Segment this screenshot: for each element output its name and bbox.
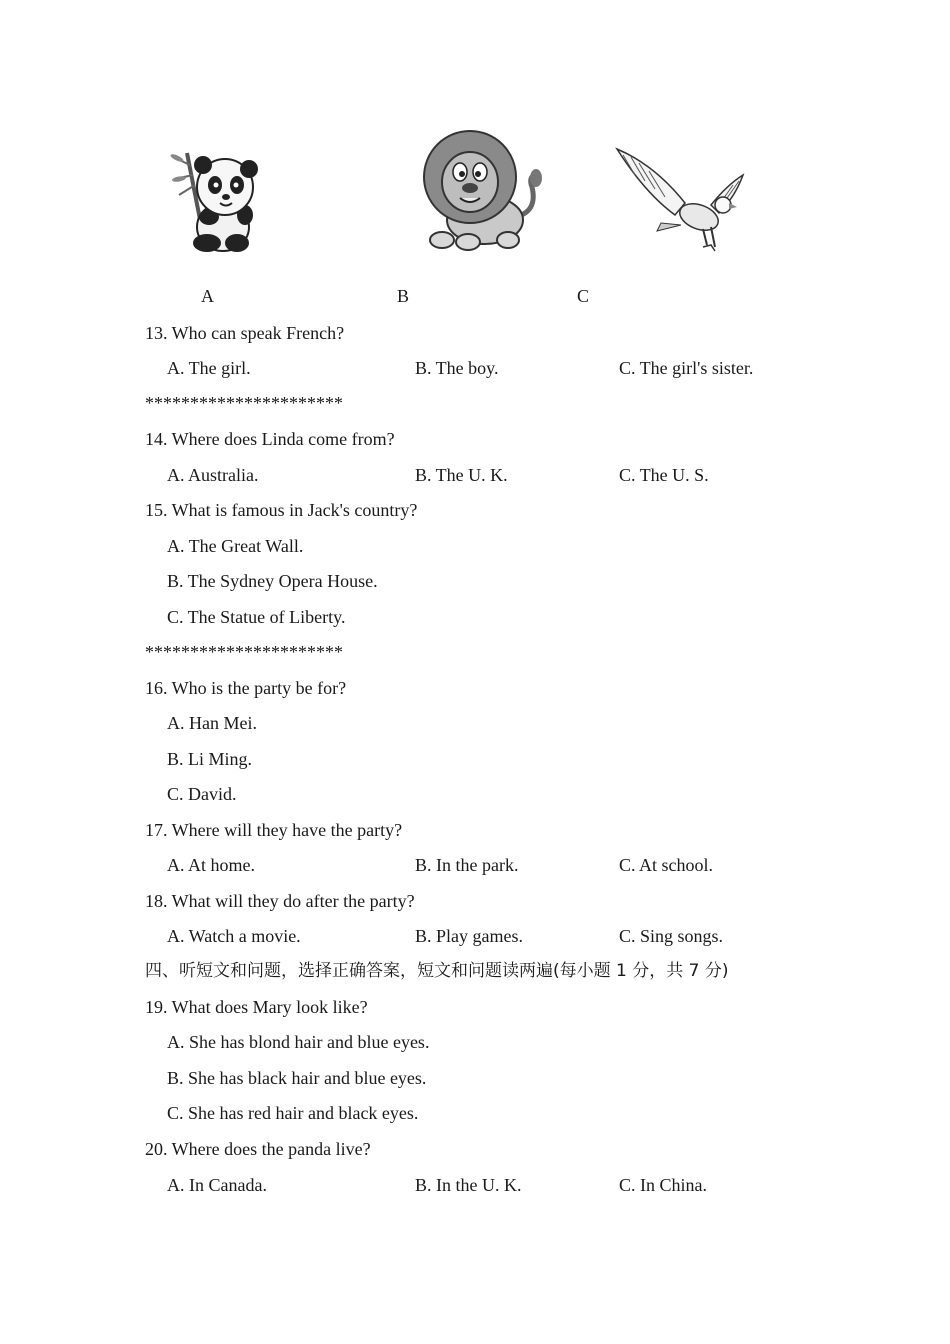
q14-option-c: C. The U. S.: [619, 465, 709, 485]
q13-option-c: C. The girl's sister.: [619, 358, 754, 378]
question-16: 16. Who is the party be for?: [145, 678, 347, 698]
q18-option-c: C. Sing songs.: [619, 926, 724, 946]
q13-option-b: B. The boy.: [415, 358, 499, 378]
q17-option-b: B. In the park.: [415, 855, 519, 875]
question-18: 18. What will they do after the party?: [145, 891, 415, 911]
q13-option-a: A. The girl.: [167, 358, 251, 378]
question-14: 14. Where does Linda come from?: [145, 429, 395, 449]
q18-option-b: B. Play games.: [415, 926, 523, 946]
q14-option-a: A. Australia.: [167, 465, 259, 485]
separator: **********************: [145, 393, 343, 413]
question-15: 15. What is famous in Jack's country?: [145, 500, 418, 520]
lion-icon: [420, 122, 545, 252]
question-13: 13. Who can speak French?: [145, 323, 345, 343]
q15-option-a: A. The Great Wall.: [167, 536, 304, 556]
picture-label-a: A: [201, 286, 214, 306]
q20-option-b: B. In the U. K.: [415, 1175, 522, 1195]
q18-option-a: A. Watch a movie.: [167, 926, 301, 946]
q17-option-a: A. At home.: [167, 855, 255, 875]
question-17: 17. Where will they have the party?: [145, 820, 403, 840]
q16-option-c: C. David.: [167, 784, 237, 804]
q20-option-c: C. In China.: [619, 1175, 707, 1195]
q16-option-a: A. Han Mei.: [167, 713, 257, 733]
panda-icon: [165, 145, 265, 255]
separator: **********************: [145, 642, 343, 662]
q19-option-c: C. She has red hair and black eyes.: [167, 1103, 419, 1123]
picture-label-c: C: [577, 286, 590, 306]
q15-option-c: C. The Statue of Liberty.: [167, 607, 346, 627]
q17-option-c: C. At school.: [619, 855, 714, 875]
q19-option-b: B. She has black hair and blue eyes.: [167, 1068, 427, 1088]
question-19: 19. What does Mary look like?: [145, 997, 368, 1017]
q14-option-b: B. The U. K.: [415, 465, 508, 485]
question-20: 20. Where does the panda live?: [145, 1139, 371, 1159]
picture-label-b: B: [397, 286, 410, 306]
q16-option-b: B. Li Ming.: [167, 749, 253, 769]
section-four-heading: 四、听短文和问题，选择正确答案，短文和问题读两遍(每小题 1 分，共 7 分): [145, 961, 729, 981]
q15-option-b: B. The Sydney Opera House.: [167, 571, 378, 591]
eagle-icon: [615, 145, 745, 257]
q19-option-a: A. She has blond hair and blue eyes.: [167, 1032, 430, 1052]
q20-option-a: A. In Canada.: [167, 1175, 267, 1195]
